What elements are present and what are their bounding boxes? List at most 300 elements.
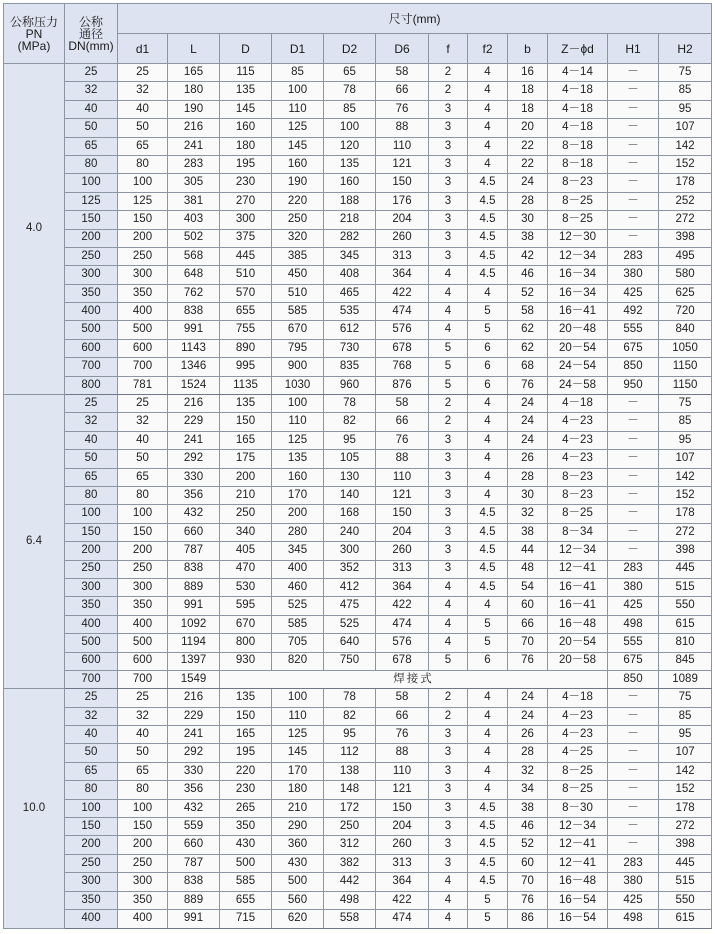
d1-cell: 500: [118, 321, 168, 339]
dn-cell: 800: [65, 376, 118, 394]
d1-cell: 250: [118, 560, 168, 578]
d6-cell: 474: [376, 909, 429, 928]
h1-cell: －: [608, 155, 659, 173]
f-cell: 4: [429, 634, 468, 652]
dn-cell: 100: [65, 174, 118, 192]
bolt-holes-cell: 4－23: [548, 450, 608, 468]
h1-cell: 283: [608, 247, 659, 265]
h2-cell: 1150: [659, 376, 712, 394]
d1-flange-cell: 525: [272, 597, 324, 615]
bolt-holes-cell: 8－25: [548, 505, 608, 523]
table-row: [4, 744, 712, 762]
h1-cell: －: [608, 395, 659, 413]
d1-flange-cell: 795: [272, 339, 324, 357]
table-row: [4, 578, 712, 596]
f-cell: 5: [429, 652, 468, 670]
d1-flange-cell: 210: [272, 799, 324, 817]
f2-cell: 4.5: [468, 523, 508, 541]
l-cell: 403: [168, 211, 220, 229]
l-cell: 502: [168, 229, 220, 247]
b-cell: 22: [508, 137, 548, 155]
l-cell: 1397: [168, 652, 220, 670]
d1-flange-cell: 400: [272, 560, 324, 578]
pn-cell: 6.4: [4, 395, 65, 689]
d1-flange-cell: 705: [272, 634, 324, 652]
dn-cell: 400: [65, 615, 118, 633]
d1-cell: 350: [118, 597, 168, 615]
d1-cell: 200: [118, 542, 168, 560]
h1-cell: －: [608, 542, 659, 560]
d6-cell: 313: [376, 247, 429, 265]
d1-cell: 125: [118, 192, 168, 210]
d2-cell: 442: [324, 873, 376, 891]
dn-cell: 32: [65, 82, 118, 100]
l-cell: 305: [168, 174, 220, 192]
f-cell: 3: [429, 211, 468, 229]
table-row: [4, 284, 712, 302]
f2-cell: 6: [468, 358, 508, 376]
bolt-holes-cell: 12－41: [548, 854, 608, 872]
f-cell: 4: [429, 578, 468, 596]
dn-cell: 50: [65, 744, 118, 762]
h2-cell: 95: [659, 431, 712, 449]
d2-cell: 835: [324, 358, 376, 376]
d1-cell: 50: [118, 744, 168, 762]
f-cell: 3: [429, 560, 468, 578]
b-cell: 30: [508, 486, 548, 504]
h2-cell: 107: [659, 744, 712, 762]
h1-cell: 380: [608, 266, 659, 284]
d2-cell: 78: [324, 395, 376, 413]
h2-cell: 95: [659, 726, 712, 744]
d6-cell: 110: [376, 137, 429, 155]
d2-cell: 640: [324, 634, 376, 652]
b-cell: 20: [508, 119, 548, 137]
table-row: [4, 266, 712, 284]
d-cell: 265: [220, 799, 272, 817]
d1-flange-cell: 145: [272, 137, 324, 155]
d2-cell: 750: [324, 652, 376, 670]
table-row-welded: [4, 670, 712, 688]
d2-cell: 612: [324, 321, 376, 339]
b-cell: 32: [508, 505, 548, 523]
d1-flange-cell: 100: [272, 395, 324, 413]
d6-cell: 110: [376, 762, 429, 780]
dn-cell: 80: [65, 781, 118, 799]
b-cell: 48: [508, 560, 548, 578]
dn-cell: 400: [65, 909, 118, 928]
h1-cell: 498: [608, 615, 659, 633]
table-row: [4, 395, 712, 413]
d-cell: 230: [220, 174, 272, 192]
h2-cell: 398: [659, 836, 712, 854]
b-cell: 76: [508, 891, 548, 909]
d1-cell: 300: [118, 578, 168, 596]
h2-cell: 75: [659, 64, 712, 82]
d-cell: 445: [220, 247, 272, 265]
table-row: [4, 597, 712, 615]
b-cell: 22: [508, 155, 548, 173]
h1-cell: －: [608, 100, 659, 118]
f2-cell: 5: [468, 615, 508, 633]
l-cell: 1143: [168, 339, 220, 357]
d2-cell: 135: [324, 155, 376, 173]
f-cell: 3: [429, 505, 468, 523]
table-row: [4, 450, 712, 468]
bolt-holes-cell: 16－41: [548, 597, 608, 615]
d2-cell: 558: [324, 909, 376, 928]
d1-flange-cell: 670: [272, 321, 324, 339]
bolt-holes-cell: 16－41: [548, 578, 608, 596]
bolt-holes-cell: 4－18: [548, 395, 608, 413]
f2-cell: 4.5: [468, 247, 508, 265]
bolt-holes-cell: 4－18: [548, 689, 608, 707]
dn-cell: 500: [65, 321, 118, 339]
d1-flange-cell: 200: [272, 505, 324, 523]
d6-cell: 313: [376, 854, 429, 872]
header-dn-line2: 通径: [78, 26, 103, 41]
d2-cell: 172: [324, 799, 376, 817]
l-cell: 991: [168, 321, 220, 339]
d1-cell: 700: [118, 670, 168, 688]
dn-cell: 700: [65, 358, 118, 376]
d6-cell: 88: [376, 450, 429, 468]
bolt-holes-cell: 4－23: [548, 707, 608, 725]
b-cell: 86: [508, 909, 548, 928]
d6-cell: 678: [376, 652, 429, 670]
d1-flange-cell: 620: [272, 909, 324, 928]
h1-cell: 675: [608, 339, 659, 357]
bolt-holes-cell: 12－41: [548, 560, 608, 578]
d1-cell: 150: [118, 523, 168, 541]
l-cell: 660: [168, 836, 220, 854]
l-cell: 241: [168, 431, 220, 449]
d1-flange-cell: 110: [272, 100, 324, 118]
f2-cell: 4: [468, 82, 508, 100]
h2-cell: 178: [659, 799, 712, 817]
d1-cell: 65: [118, 468, 168, 486]
table-row: [4, 303, 712, 321]
b-cell: 24: [508, 689, 548, 707]
d-cell: 655: [220, 891, 272, 909]
d2-cell: 250: [324, 818, 376, 836]
d-cell: 200: [220, 468, 272, 486]
d2-cell: 300: [324, 542, 376, 560]
d1-cell: 100: [118, 505, 168, 523]
d6-cell: 76: [376, 726, 429, 744]
table-row: [4, 431, 712, 449]
h2-cell: 142: [659, 468, 712, 486]
f-cell: 4: [429, 891, 468, 909]
l-cell: 787: [168, 854, 220, 872]
d6-cell: 422: [376, 891, 429, 909]
d1-flange-cell: 290: [272, 818, 324, 836]
d1-cell: 400: [118, 615, 168, 633]
table-row: [4, 781, 712, 799]
d1-flange-cell: 160: [272, 468, 324, 486]
table-row: [4, 707, 712, 725]
d6-cell: 121: [376, 486, 429, 504]
header-col-h1: H1: [608, 34, 659, 64]
d1-cell: 50: [118, 450, 168, 468]
d2-cell: 475: [324, 597, 376, 615]
d1-cell: 65: [118, 137, 168, 155]
header-col-h2: H2: [659, 34, 712, 64]
d1-flange-cell: 585: [272, 615, 324, 633]
table-row: [4, 560, 712, 578]
table-row: [4, 119, 712, 137]
d-cell: 585: [220, 873, 272, 891]
d-cell: 180: [220, 137, 272, 155]
b-cell: 32: [508, 762, 548, 780]
l-cell: 1194: [168, 634, 220, 652]
bolt-holes-cell: 4－18: [548, 82, 608, 100]
bolt-holes-cell: 12－41: [548, 836, 608, 854]
h2-cell: 152: [659, 155, 712, 173]
h1-cell: －: [608, 836, 659, 854]
bolt-holes-cell: 16－54: [548, 909, 608, 928]
h2-cell: 1089: [659, 670, 712, 688]
d6-cell: 88: [376, 119, 429, 137]
table-row: [4, 339, 712, 357]
table-row: [4, 82, 712, 100]
d-cell: 430: [220, 836, 272, 854]
d1-flange-cell: 820: [272, 652, 324, 670]
b-cell: 42: [508, 247, 548, 265]
d1-flange-cell: 145: [272, 744, 324, 762]
dn-cell: 250: [65, 854, 118, 872]
f2-cell: 5: [468, 891, 508, 909]
d1-flange-cell: 110: [272, 413, 324, 431]
l-cell: 241: [168, 137, 220, 155]
d2-cell: 412: [324, 578, 376, 596]
bolt-holes-cell: 8－18: [548, 137, 608, 155]
dn-cell: 40: [65, 100, 118, 118]
d-cell: 470: [220, 560, 272, 578]
b-cell: 24: [508, 174, 548, 192]
b-cell: 24: [508, 395, 548, 413]
h1-cell: －: [608, 211, 659, 229]
d-cell: 135: [220, 689, 272, 707]
f2-cell: 4.5: [468, 211, 508, 229]
table-row: [4, 229, 712, 247]
h1-cell: －: [608, 505, 659, 523]
d1-cell: 250: [118, 247, 168, 265]
d6-cell: 876: [376, 376, 429, 394]
b-cell: 60: [508, 597, 548, 615]
f-cell: 5: [429, 339, 468, 357]
table-row: [4, 486, 712, 504]
h1-cell: 283: [608, 560, 659, 578]
d1-flange-cell: 385: [272, 247, 324, 265]
b-cell: 46: [508, 266, 548, 284]
d2-cell: 95: [324, 431, 376, 449]
bolt-holes-cell: 16－34: [548, 266, 608, 284]
d1-flange-cell: 430: [272, 854, 324, 872]
d6-cell: 110: [376, 468, 429, 486]
h1-cell: －: [608, 799, 659, 817]
f-cell: 5: [429, 376, 468, 394]
d6-cell: 150: [376, 174, 429, 192]
h2-cell: 252: [659, 192, 712, 210]
h2-cell: 445: [659, 560, 712, 578]
bolt-holes-cell: 8－18: [548, 155, 608, 173]
h2-cell: 152: [659, 781, 712, 799]
f-cell: 2: [429, 64, 468, 82]
table-row: [4, 909, 712, 928]
f2-cell: 4: [468, 395, 508, 413]
b-cell: 76: [508, 652, 548, 670]
f2-cell: 4: [468, 726, 508, 744]
table-row: [4, 762, 712, 780]
d6-cell: 121: [376, 155, 429, 173]
d-cell: 375: [220, 229, 272, 247]
h2-cell: 550: [659, 891, 712, 909]
h1-cell: 380: [608, 578, 659, 596]
f-cell: 3: [429, 762, 468, 780]
dn-cell: 65: [65, 762, 118, 780]
dn-cell: 200: [65, 836, 118, 854]
d6-cell: 76: [376, 100, 429, 118]
bolt-holes-cell: 4－14: [548, 64, 608, 82]
d1-flange-cell: 135: [272, 450, 324, 468]
f2-cell: 4.5: [468, 542, 508, 560]
bolt-holes-cell: 8－30: [548, 799, 608, 817]
b-cell: 18: [508, 100, 548, 118]
d6-cell: 150: [376, 799, 429, 817]
table-row: [4, 64, 712, 82]
header-col-l: L: [168, 34, 220, 64]
table-row: [4, 634, 712, 652]
bolt-holes-cell: 16－34: [548, 284, 608, 302]
bolt-holes-cell: 12－34: [548, 542, 608, 560]
h2-cell: 810: [659, 634, 712, 652]
d-cell: 995: [220, 358, 272, 376]
b-cell: 70: [508, 634, 548, 652]
h2-cell: 720: [659, 303, 712, 321]
l-cell: 991: [168, 909, 220, 928]
d1-flange-cell: 280: [272, 523, 324, 541]
d2-cell: 188: [324, 192, 376, 210]
dn-cell: 500: [65, 634, 118, 652]
f-cell: 3: [429, 799, 468, 817]
d1-cell: 600: [118, 339, 168, 357]
h1-cell: －: [608, 450, 659, 468]
d1-cell: 500: [118, 634, 168, 652]
dn-cell: 65: [65, 468, 118, 486]
dn-cell: 200: [65, 542, 118, 560]
dn-cell: 25: [65, 64, 118, 82]
d1-flange-cell: 1030: [272, 376, 324, 394]
h2-cell: 272: [659, 211, 712, 229]
d1-cell: 32: [118, 707, 168, 725]
f-cell: 3: [429, 854, 468, 872]
table-row: [4, 247, 712, 265]
d6-cell: 678: [376, 339, 429, 357]
dn-cell: 25: [65, 689, 118, 707]
d1-cell: 65: [118, 762, 168, 780]
dn-cell: 300: [65, 873, 118, 891]
f2-cell: 4: [468, 137, 508, 155]
d2-cell: 168: [324, 505, 376, 523]
d2-cell: 730: [324, 339, 376, 357]
h1-cell: 498: [608, 909, 659, 928]
dn-cell: 300: [65, 266, 118, 284]
f2-cell: 4: [468, 762, 508, 780]
d6-cell: 66: [376, 413, 429, 431]
h2-cell: 178: [659, 505, 712, 523]
b-cell: 38: [508, 229, 548, 247]
d-cell: 670: [220, 615, 272, 633]
d6-cell: 313: [376, 560, 429, 578]
d-cell: 135: [220, 395, 272, 413]
d1-flange-cell: 100: [272, 82, 324, 100]
d2-cell: 95: [324, 726, 376, 744]
d1-flange-cell: 170: [272, 486, 324, 504]
d6-cell: 88: [376, 744, 429, 762]
d1-cell: 300: [118, 873, 168, 891]
d1-flange-cell: 510: [272, 284, 324, 302]
dn-cell: 300: [65, 578, 118, 596]
l-cell: 1524: [168, 376, 220, 394]
d1-cell: 200: [118, 836, 168, 854]
h2-cell: 550: [659, 597, 712, 615]
f2-cell: 4.5: [468, 836, 508, 854]
f-cell: 5: [429, 358, 468, 376]
l-cell: 241: [168, 726, 220, 744]
l-cell: 292: [168, 450, 220, 468]
dn-cell: 50: [65, 450, 118, 468]
b-cell: 44: [508, 542, 548, 560]
d-cell: 1135: [220, 376, 272, 394]
dn-cell: 40: [65, 726, 118, 744]
bolt-holes-cell: 8－25: [548, 762, 608, 780]
d1-flange-cell: 460: [272, 578, 324, 596]
h2-cell: 625: [659, 284, 712, 302]
h1-cell: －: [608, 174, 659, 192]
table-row: [4, 192, 712, 210]
f-cell: 3: [429, 450, 468, 468]
dn-cell: 65: [65, 137, 118, 155]
h2-cell: 107: [659, 119, 712, 137]
b-cell: 62: [508, 339, 548, 357]
f2-cell: 4.5: [468, 229, 508, 247]
d2-cell: 78: [324, 82, 376, 100]
d1-flange-cell: 345: [272, 542, 324, 560]
table-row: [4, 726, 712, 744]
bolt-holes-cell: 4－23: [548, 413, 608, 431]
l-cell: 559: [168, 818, 220, 836]
l-cell: 216: [168, 119, 220, 137]
l-cell: 1092: [168, 615, 220, 633]
l-cell: 356: [168, 486, 220, 504]
d2-cell: 100: [324, 119, 376, 137]
d2-cell: 130: [324, 468, 376, 486]
d-cell: 500: [220, 854, 272, 872]
header-pn-line3: (MPa): [17, 38, 51, 53]
d-cell: 340: [220, 523, 272, 541]
f-cell: 3: [429, 137, 468, 155]
d-cell: 595: [220, 597, 272, 615]
d-cell: 230: [220, 781, 272, 799]
l-cell: 292: [168, 744, 220, 762]
d2-cell: 312: [324, 836, 376, 854]
d1-flange-cell: 585: [272, 303, 324, 321]
dn-cell: 250: [65, 247, 118, 265]
h1-cell: －: [608, 744, 659, 762]
b-cell: 70: [508, 873, 548, 891]
b-cell: 34: [508, 781, 548, 799]
